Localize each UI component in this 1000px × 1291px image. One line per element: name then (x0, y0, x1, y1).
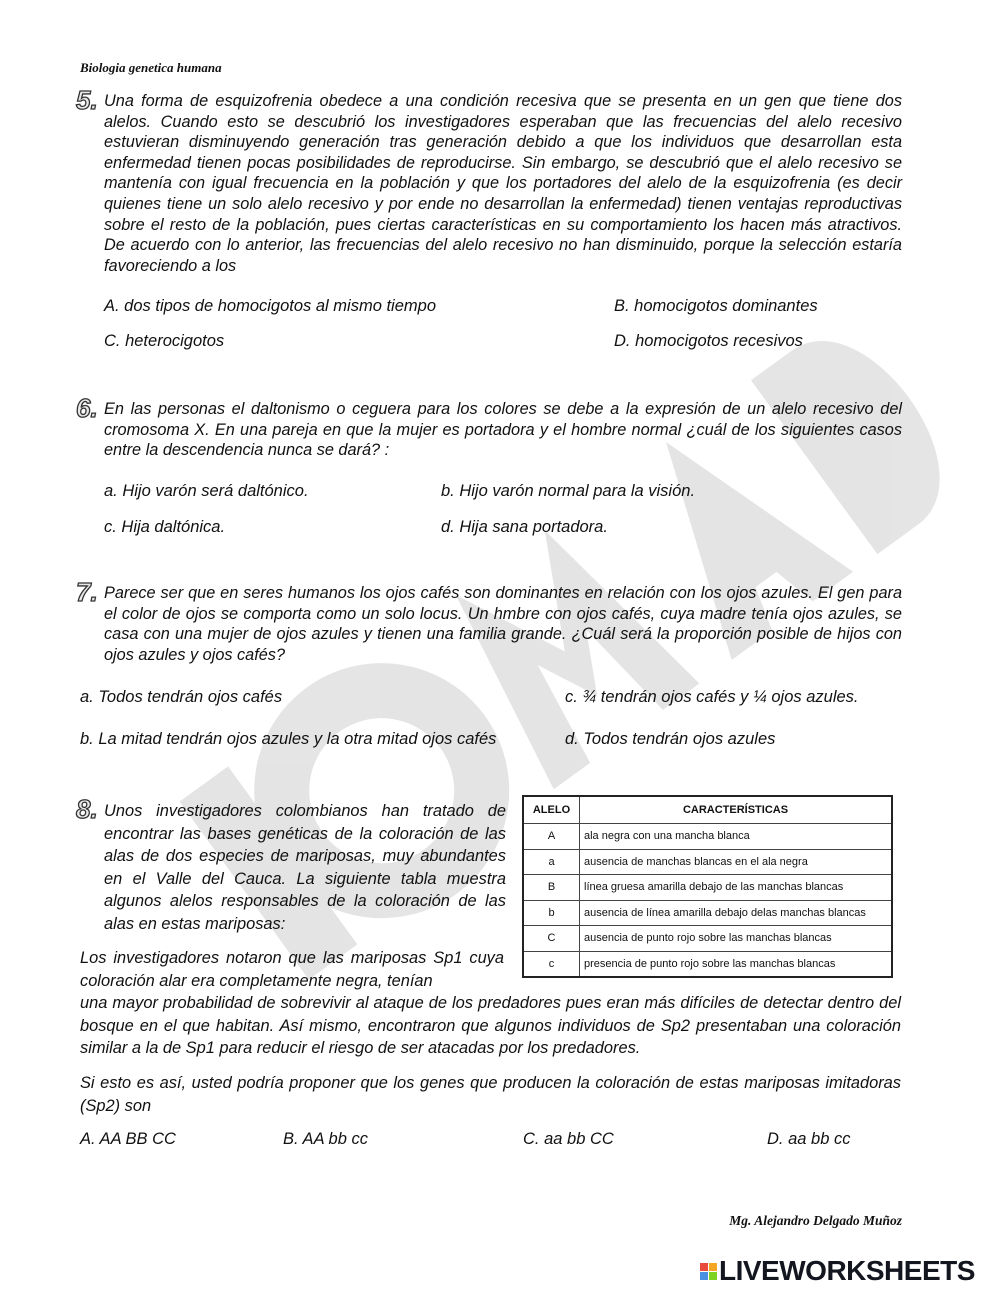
subject-header: Biologia genetica humana (80, 60, 222, 75)
question-7-option-b[interactable]: b. La mitad tendrán ojos azules y la otra mitad ojos cafés (80, 730, 497, 748)
question-5-option-b[interactable]: B. homocigotos dominantes (614, 297, 818, 315)
allele-cell: b (523, 900, 580, 926)
liveworksheets-logo[interactable] (700, 1256, 975, 1286)
question-6-text: En las personas el daltonismo o ceguera para los colores se debe a la expresión de un alelo recesivo del cromosoma X. En una pareja en que la mujer es portadora y el hombre normal ¿cuál de los siguientes casos entre la descendencia nunca se dará? : (104, 400, 902, 460)
table-row (523, 951, 892, 977)
question-8-intro: Unos investigadores colombianos han tratado de encontrar las bases genéticas de la coloración de las alas de dos especies de mariposas, muy abundantes en el Valle del Cauca. La siguiente tabla muestra algunos alelos responsables de la coloración de las alas en estas mariposas: (104, 802, 506, 933)
logo-square (700, 1272, 708, 1280)
table-row (523, 900, 892, 926)
table-row (523, 875, 892, 901)
question-6-number: 6. (76, 393, 98, 423)
logo-square (709, 1272, 717, 1280)
logo-squares-icon (700, 1263, 717, 1280)
question-6-option-d[interactable]: d. Hija sana portadora. (441, 518, 608, 536)
question-8-option-a[interactable]: A. AA BB CC (80, 1130, 176, 1148)
question-6-option-a[interactable]: a. Hijo varón será daltónico. (104, 482, 309, 500)
question-7-option-a[interactable]: a. Todos tendrán ojos cafés (80, 688, 283, 706)
question-7-option-d[interactable]: d. Todos tendrán ojos azules (565, 730, 776, 748)
allele-cell: A (523, 824, 580, 850)
question-6-option-b[interactable]: b. Hijo varón normal para la visión. (441, 482, 696, 500)
allele-table-header (523, 796, 892, 824)
table-row (523, 926, 892, 952)
question-5-option-d[interactable]: D. homocigotos recesivos (614, 332, 803, 350)
allele-cell: c (523, 951, 580, 977)
allele-cell: B (523, 875, 580, 901)
question-8-number: 8. (76, 794, 98, 824)
characteristic-cell: línea gruesa amarilla debajo de las manchas blancas (580, 875, 893, 901)
question-7-number: 7. (76, 577, 98, 607)
question-8-option-d[interactable]: D. aa bb cc (767, 1130, 851, 1148)
characteristics-column-header: CARACTERÍSTICAS (580, 796, 893, 824)
logo-text: LIVEWORKSHEETS (719, 1255, 975, 1286)
characteristic-cell: ausencia de línea amarilla debajo delas manchas blancas (580, 900, 893, 926)
characteristic-cell: ala negra con una mancha blanca (580, 824, 893, 850)
question-7-text: Parece ser que en seres humanos los ojos cafés son dominantes en relación con los ojos azules. El gen para el color de ojos se comporta como un solo locus. Un hmbre con ojos cafés, cuya madre tenía ojos azules, se casa con una mujer de ojos azules y tienen una familia grande. ¿Cuál será la proporción posible de hijos con ojos azules y ojos cafés? (104, 584, 902, 664)
question-5-option-c[interactable]: C. heterocigotos (104, 332, 225, 350)
logo-square (709, 1263, 717, 1271)
author-signature: Mg. Alejandro Delgado Muñoz (729, 1213, 902, 1228)
allele-cell: a (523, 849, 580, 875)
question-5-option-a[interactable]: A. dos tipos de homocigotos al mismo tiempo (104, 297, 436, 315)
characteristic-cell: ausencia de manchas blancas en el ala negra (580, 849, 893, 875)
allele-cell: C (523, 926, 580, 952)
question-8-paragraph-1b: una mayor probabilidad de sobrevivir al ataque de los predadores pues eran más difíciles de detectar dentro del bosque en el que habitan. Así mismo, encontraron que algunos individuos de Sp2 presentaban una coloración similar a la de Sp1 para reducir el riesgo de ser atacadas por los predadores. (80, 994, 901, 1058)
question-5-number: 5. (76, 85, 98, 115)
question-8-option-b[interactable]: B. AA bb cc (283, 1130, 368, 1148)
characteristic-cell: presencia de punto rojo sobre las manchas blancas (580, 951, 893, 977)
table-row (523, 849, 892, 875)
question-6-option-c[interactable]: c. Hija daltónica. (104, 518, 226, 536)
allele-table (522, 795, 893, 978)
question-5-text: Una forma de esquizofrenia obedece a una condición recesiva que se presenta en un gen que tiene dos alelos. Cuando esto se descubrió los investigadores esperaban que las frecuencias del alelo recesivo estuvieran disminuyendo generación tras generación debido a que los individuos que desarrollan esta enfermedad tienen pocas posibilidades de reproducirse. Sin embargo, se descubrió que el alelo recesivo se mantenía con igual frecuencia en la población y que los portadores del alelo de la esquizofrenia (es decir quienes tiene un solo alelo recesivo y por ende no desarrollan la enfermedad) tienen ventajas reproductivas sobre el resto de la población, pues ciertas características en su comportamiento los hacen más atractivos. De acuerdo con lo anterior, las frecuencias del alelo recesivo no han disminuido, porque la selección estaría favoreciendo a los (104, 92, 902, 275)
allele-column-header: ALELO (523, 796, 580, 824)
question-8-paragraph-1a: Los investigadores notaron que las mariposas Sp1 cuya coloración alar era completamente negra, tenían (80, 949, 504, 990)
logo-square (700, 1263, 708, 1271)
characteristic-cell: ausencia de punto rojo sobre las manchas blancas (580, 926, 893, 952)
question-7-option-c[interactable]: c. ¾ tendrán ojos cafés y ¼ ojos azules. (565, 688, 859, 706)
table-row (523, 824, 892, 850)
question-8-paragraph-2: Si esto es así, usted podría proponer que los genes que producen la coloración de estas mariposas imitadoras (Sp2) son (80, 1074, 901, 1115)
question-8-option-c[interactable]: C. aa bb CC (523, 1130, 614, 1148)
